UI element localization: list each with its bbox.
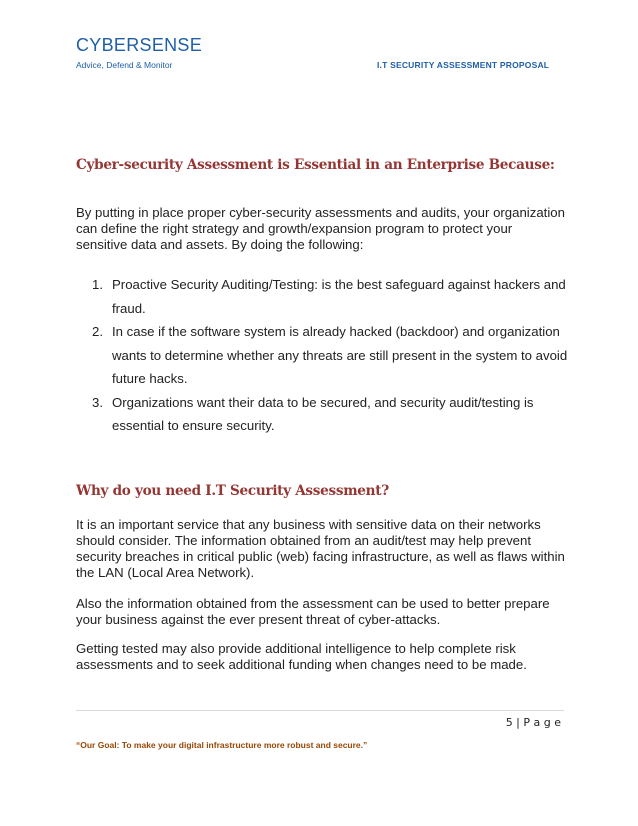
footer-goal-quote: “Our Goal: To make your digital infrastructure more robust and secure.” xyxy=(76,740,368,750)
list-item-number: 2. xyxy=(92,324,103,339)
list-item-text: In case if the software system is already hacked (backdoor) and organization wants to determine whether any threats are still present in the system to avoid future hacks. xyxy=(112,324,568,386)
list-item-number: 1. xyxy=(92,277,103,292)
body-paragraph: Also the information obtained from the assessment can be used to better prepare your business against the ever present threat of cyber-attacks. xyxy=(76,596,550,627)
section-heading-essential: Cyber-security Assessment is Essential in an Enterprise Because: xyxy=(76,157,555,173)
list-item-number: 3. xyxy=(92,394,103,410)
brand-name: CYBERSENSE xyxy=(76,35,203,55)
document-title: I.T SECURITY ASSESSMENT PROPOSAL xyxy=(377,60,550,70)
footer-divider xyxy=(76,710,564,711)
list-item-text: Organizations want their data to be secured, and security audit/testing is essential to ensure security. xyxy=(112,394,534,433)
body-paragraph: Getting tested may also provide additional intelligence to help complete risk assessments and to seek additional funding when changes need to be made. xyxy=(76,641,527,672)
list-item xyxy=(92,273,572,320)
page-number: 5 | P a g e xyxy=(505,716,561,729)
list-item-text: Proactive Security Auditing/Testing: is the best safeguard against hackers and fraud. xyxy=(112,277,566,316)
list-item xyxy=(92,320,572,391)
reasons-list xyxy=(92,273,572,438)
brand-tagline: Advice, Defend & Monitor xyxy=(76,60,173,70)
list-item xyxy=(92,391,572,438)
body-paragraph: It is an important service that any business with sensitive data on their networks should consider. The information obtained from an audit/test may help prevent security breaches in critical public (web) facing infrastructure, as well as flaws within the LAN (Local Area Network). xyxy=(76,517,565,580)
section-heading-why: Why do you need I.T Security Assessment? xyxy=(76,483,389,499)
intro-paragraph: By putting in place proper cyber-security assessments and audits, your organization can define the right strategy and growth/expansion program to protect your sensitive data and assets. By doing the following: xyxy=(76,205,565,252)
